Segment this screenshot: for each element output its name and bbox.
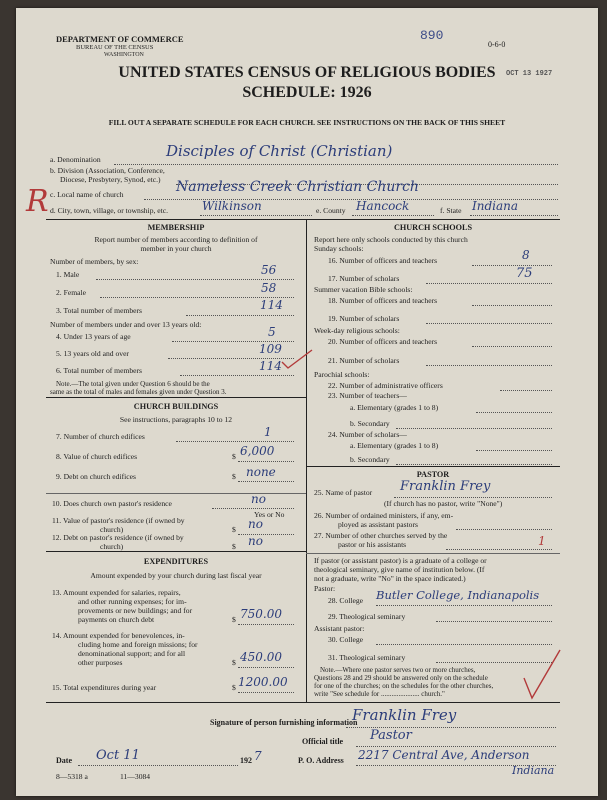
q21-line <box>426 365 552 366</box>
year-prefix: 192 <box>240 756 252 765</box>
form-code: 0-6-0 <box>488 40 506 49</box>
department-label: DEPARTMENT OF COMMERCE <box>56 34 184 44</box>
membership-intro-1: Report number of members according to definition of <box>94 235 258 244</box>
q8-line <box>238 461 294 462</box>
q8-dollar: $ <box>232 452 236 461</box>
census-form-page <box>16 8 598 796</box>
buildings-heading: CHURCH BUILDINGS <box>133 402 219 411</box>
q17-value: 75 <box>516 266 533 281</box>
q6-value: 114 <box>259 359 282 373</box>
q28-line <box>376 605 552 606</box>
check-mark-icon <box>522 648 562 708</box>
year-value: 7 <box>254 749 262 763</box>
division-label-1: b. Division (Association, Conference, <box>50 166 165 175</box>
denomination-value: Disciples of Christ (Christian) <box>166 142 393 160</box>
county-line <box>352 215 434 216</box>
q12-value: no <box>248 534 263 548</box>
state-line <box>470 215 558 216</box>
q9-line <box>238 481 294 482</box>
form-title: UNITED STATES CENSUS OF RELIGIOUS BODIES <box>118 64 496 81</box>
q15-dollar: $ <box>232 683 236 692</box>
city-value: Wilkinson <box>202 199 262 213</box>
graduate-intro-3: not a graduate, write "No" in the space indicated.) <box>314 574 466 583</box>
pastor-subhead: Pastor: <box>314 584 336 593</box>
q3-label: 3. Total number of members <box>56 306 143 315</box>
city-label: d. City, town, village, or township, etc. <box>50 206 169 215</box>
signature-value: Franklin Frey <box>352 706 457 724</box>
q22-line <box>500 390 552 391</box>
q11-label-2: church) <box>100 525 124 534</box>
date-value: Oct 11 <box>96 748 140 763</box>
q18-label: 18. Number of officers and teachers <box>328 296 438 305</box>
pastor-mid-rule <box>306 553 560 554</box>
q14-line-2: cluding home and foreign missions; for <box>78 640 198 649</box>
q8-label: 8. Value of church edifices <box>56 452 138 461</box>
q24-label: 24. Number of scholars— <box>328 430 407 439</box>
county-label: e. County <box>316 206 346 215</box>
q25-label: 25. Name of pastor <box>314 488 373 497</box>
q12-label-2: church) <box>100 542 124 551</box>
q11-value: no <box>248 517 263 531</box>
q11-line <box>238 534 294 535</box>
pastor-note-1: Note.—Where one pastor serves two or more churches, <box>320 666 476 674</box>
local-name-value: Nameless Creek Christian Church <box>176 179 419 195</box>
q22-label: 22. Number of administrative officers <box>328 381 443 390</box>
membership-intro-2: member in your church <box>140 244 212 253</box>
city-line <box>200 215 312 216</box>
printing-office-code: 11—3084 <box>120 772 151 781</box>
address-value-2: Indiana <box>512 764 555 777</box>
official-title-value: Pastor <box>370 728 412 743</box>
form-instruction: FILL OUT A SEPARATE SCHEDULE FOR EACH CHURCH. SEE INSTRUCTIONS ON THE BACK OF THIS SHEET <box>108 118 506 127</box>
margin-mark: R <box>26 184 49 219</box>
q13-line-4: payments on church debt <box>78 615 155 624</box>
graduate-intro-2: theological seminary, give name of institution below. (If <box>314 565 485 574</box>
q12-dollar: $ <box>232 542 236 551</box>
membership-note-2: same as the total of males and females given under Question 3. <box>50 388 227 396</box>
form-number: 890 <box>420 28 444 43</box>
q27-line-1: 27. Number of other churches served by the <box>314 531 448 540</box>
q12-label-1: 12. Debt on pastor's residence (if owned by <box>52 533 184 542</box>
q31-label: 31. Theological seminary <box>328 653 406 662</box>
q10-line <box>212 508 294 509</box>
pastor-heading: PASTOR <box>416 470 450 479</box>
q4-label: 4. Under 13 years of age <box>56 332 131 341</box>
q10-label: 10. Does church own pastor's residence <box>52 499 172 508</box>
state-label: f. State <box>440 206 462 215</box>
q2-label: 2. Female <box>56 288 86 297</box>
graduate-intro-1: If pastor (or assistant pastor) is a graduate of a college or <box>314 556 487 565</box>
q9-dollar: $ <box>232 472 236 481</box>
q24b-line <box>396 464 552 465</box>
q5-label: 5. 13 years old and over <box>56 349 129 358</box>
q1-line <box>96 279 294 280</box>
form-print-code: 8—5318 a <box>56 772 88 781</box>
q13-dollar: $ <box>232 615 236 624</box>
q27-value: 1 <box>538 534 546 548</box>
q18-line <box>472 305 552 306</box>
q20-label: 20. Number of officers and teachers <box>328 337 438 346</box>
address-label: P. O. Address <box>298 756 344 765</box>
q17-label: 17. Number of scholars <box>328 274 400 283</box>
q17-line <box>426 283 552 284</box>
q6-line <box>180 375 294 376</box>
sunday-label: Sunday schools: <box>314 244 364 253</box>
q29-line <box>436 621 552 622</box>
q2-value: 58 <box>261 281 277 295</box>
q25-line <box>394 497 552 498</box>
signature-label: Signature of person furnishing information <box>210 718 358 727</box>
membership-heading: MEMBERSHIP <box>147 223 205 232</box>
top-rule <box>46 219 560 220</box>
q24a-label: a. Elementary (grades 1 to 8) <box>350 441 439 450</box>
q5-value: 109 <box>259 342 282 356</box>
q3-value: 114 <box>260 298 283 312</box>
q21-label: 21. Number of scholars <box>328 356 400 365</box>
bottom-rule <box>46 702 560 703</box>
q9-label: 9. Debt on church edifices <box>56 472 136 481</box>
q13-line-2: and other running expenses; for im- <box>78 597 187 606</box>
q6-label: 6. Total number of members <box>56 366 143 375</box>
pastor-note-2: Questions 28 and 29 should be answered only on the schedule <box>314 674 488 682</box>
q7-label: 7. Number of church edifices <box>56 432 145 441</box>
local-name-label: c. Local name of church <box>50 190 124 199</box>
weekday-label: Week-day religious schools: <box>314 326 400 335</box>
q14-line-1: 14. Amount expended for benevolences, in- <box>52 631 185 640</box>
membership-note-1: Note.—The total given under Question 6 should be the <box>56 380 210 388</box>
q28-label: 28. College <box>328 596 364 605</box>
date-line <box>78 765 238 766</box>
bureau-label: BUREAU OF THE CENSUS <box>76 44 154 51</box>
q4-value: 5 <box>268 325 276 339</box>
schools-bottom-rule <box>306 466 560 467</box>
q14-line <box>238 667 294 668</box>
q24a-line <box>476 450 552 451</box>
q20-line <box>472 346 552 347</box>
q1-value: 56 <box>261 263 277 277</box>
q7-line <box>176 441 294 442</box>
q14-line-3: denominational support; and for all <box>78 649 186 658</box>
official-title-label: Official title <box>302 737 344 746</box>
assistant-subhead: Assistant pastor: <box>314 624 365 633</box>
state-value: Indiana <box>472 199 519 213</box>
q26-line-2: ployed as assistant pastors <box>338 520 418 529</box>
yes-or-no-hint: Yes or No <box>254 510 285 519</box>
q13-line-3: provements or new buildings; and for <box>78 606 193 615</box>
q25-note: (If church has no pastor, write "None") <box>384 499 503 508</box>
denomination-line <box>114 164 558 165</box>
q26-line <box>456 529 552 530</box>
pastor-note-3: for one of the churches; on the schedules for the other churches, <box>314 682 494 690</box>
summer-label: Summer vacation Bible schools: <box>314 285 413 294</box>
q7-value: 1 <box>264 425 272 439</box>
q13-line <box>238 624 294 625</box>
division-label-2: Diocese, Presbytery, Synod, etc.) <box>60 175 161 184</box>
by-sex-label: Number of members, by sex: <box>50 257 139 266</box>
q27-line-2: pastor or his assistants <box>338 540 407 549</box>
schedule-title: SCHEDULE: 1926 <box>242 84 372 101</box>
pastor-note-4: write "See schedule for ...................... church." <box>314 690 445 698</box>
q23-label: 23. Number of teachers— <box>328 391 407 400</box>
q28-value: Butler College, Indianapolis <box>376 588 540 602</box>
q15-value: 1200.00 <box>238 675 288 689</box>
q11-label-1: 11. Value of pastor's residence (if owned by <box>52 516 185 525</box>
buildings-bottom-rule <box>46 551 306 552</box>
expenditures-heading: EXPENDITURES <box>143 557 209 566</box>
q9-value: none <box>246 465 276 479</box>
q10-value: no <box>251 492 266 506</box>
address-value: 2217 Central Ave, Anderson <box>358 748 530 762</box>
denomination-label: a. Denomination <box>50 155 101 164</box>
official-title-line <box>356 746 556 747</box>
q19-line <box>426 323 552 324</box>
q14-line-4: other purposes <box>78 658 123 667</box>
q16-value: 8 <box>522 248 530 262</box>
check-mark-icon <box>280 348 314 372</box>
q15-label: 15. Total expenditures during year <box>52 683 157 692</box>
q23a-label: a. Elementary (grades 1 to 8) <box>350 403 439 412</box>
schools-heading: CHURCH SCHOOLS <box>393 223 473 232</box>
q29-label: 29. Theological seminary <box>328 612 406 621</box>
q23b-line <box>396 428 552 429</box>
q30-line <box>376 644 552 645</box>
date-label: Date <box>56 756 72 765</box>
expenditures-sub: Amount expended by your church during last fiscal year <box>90 571 262 580</box>
schools-intro: Report here only schools conducted by this church <box>314 235 468 244</box>
q30-label: 30. College <box>328 635 364 644</box>
buildings-sub: See instructions, paragraphs 10 to 12 <box>119 415 233 424</box>
received-stamp: OCT 13 1927 <box>506 70 553 78</box>
q24b-label: b. Secondary <box>350 455 390 464</box>
county-value: Hancock <box>356 199 410 213</box>
q14-value: 450.00 <box>240 650 282 664</box>
q25-value: Franklin Frey <box>400 479 491 494</box>
q11-dollar: $ <box>232 525 236 534</box>
q1-label: 1. Male <box>56 270 80 279</box>
q27-line <box>446 549 552 550</box>
q23a-line <box>476 412 552 413</box>
city-label: WASHINGTON <box>104 52 144 58</box>
q15-line <box>238 692 294 693</box>
center-rule <box>306 219 307 702</box>
q26-line-1: 26. Number of ordained ministers, if any, em- <box>314 511 454 520</box>
age-intro: Number of members under and over 13 years old: <box>50 320 202 329</box>
q3-line <box>186 315 294 316</box>
q8-value: 6,000 <box>240 444 275 458</box>
q13-value: 750.00 <box>240 607 282 621</box>
q13-line-1: 13. Amount expended for salaries, repairs, <box>52 588 181 597</box>
membership-bottom-rule <box>46 397 306 398</box>
q16-label: 16. Number of officers and teachers <box>328 256 438 265</box>
q23b-label: b. Secondary <box>350 419 390 428</box>
q19-label: 19. Number of scholars <box>328 314 400 323</box>
parochial-label: Parochial schools: <box>314 370 370 379</box>
buildings-mid-rule <box>46 493 306 494</box>
q16-line <box>472 265 552 266</box>
q14-dollar: $ <box>232 658 236 667</box>
